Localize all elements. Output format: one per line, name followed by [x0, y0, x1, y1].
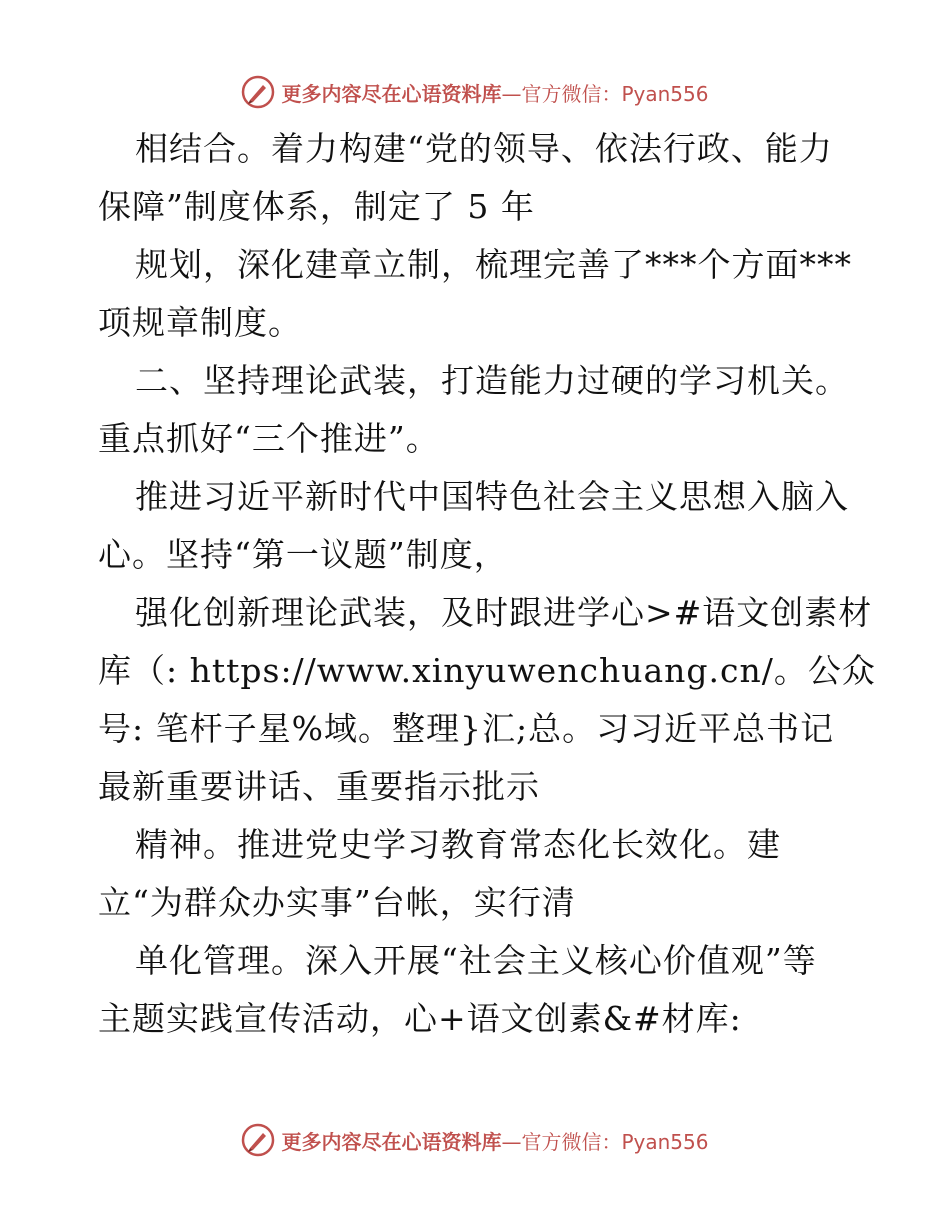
banner-separator: —: [501, 81, 522, 106]
text-line: 心。坚持“第一议题”制度，: [98, 535, 508, 574]
text-line: 单化管理。深入开展“社会主义核心价值观”等: [135, 941, 817, 980]
pen-logo-icon: [241, 1123, 275, 1157]
text-line: 重点抓好“三个推进”。: [98, 419, 440, 458]
banner-title: 更多内容尽在心语资料库: [281, 81, 502, 106]
text-line: 相结合。着力构建“党的领导、依法行政、能力: [135, 129, 833, 168]
banner-separator: —: [501, 1129, 522, 1154]
text-line: 强化创新理论武装，及时跟进学心>#语文创素材: [135, 593, 873, 632]
text-line: 最新重要讲话、重要指示批示: [98, 767, 540, 806]
banner-wechat: 官方微信：Pyan556: [521, 81, 709, 106]
text-line: 号: 笔杆子星%域。整理}汇;总。习习近平总书记: [98, 709, 835, 748]
text-line: 推进习近平新时代中国特色社会主义思想入脑入: [135, 477, 849, 516]
text-line: 立“为群众办实事”台帐，实行清: [98, 883, 576, 922]
section-heading-line: 二、坚持理论武装，打造能力过硬的学习机关。: [135, 361, 849, 400]
text-line: 精神。推进党史学习教育常态化长效化。建: [135, 825, 781, 864]
banner-title: 更多内容尽在心语资料库: [281, 1129, 502, 1154]
banner-wechat: 官方微信：Pyan556: [521, 1129, 709, 1154]
text-line: 项规章制度。: [98, 303, 302, 342]
document-body: [98, 120, 876, 1048]
text-line: 保障”制度体系，制定了 5 年: [98, 187, 535, 226]
text-line: 主题实践宣传活动，心+语文创素&#材库:: [98, 999, 742, 1038]
text-line: 库（: https://www.xinyuwenchuang.cn/。公众: [98, 651, 876, 690]
header-banner: [0, 72, 950, 112]
pen-logo-icon: [241, 75, 275, 109]
text-line: 规划，深化建章立制，梳理完善了***个方面***: [135, 245, 852, 284]
footer-banner: [0, 1120, 950, 1160]
